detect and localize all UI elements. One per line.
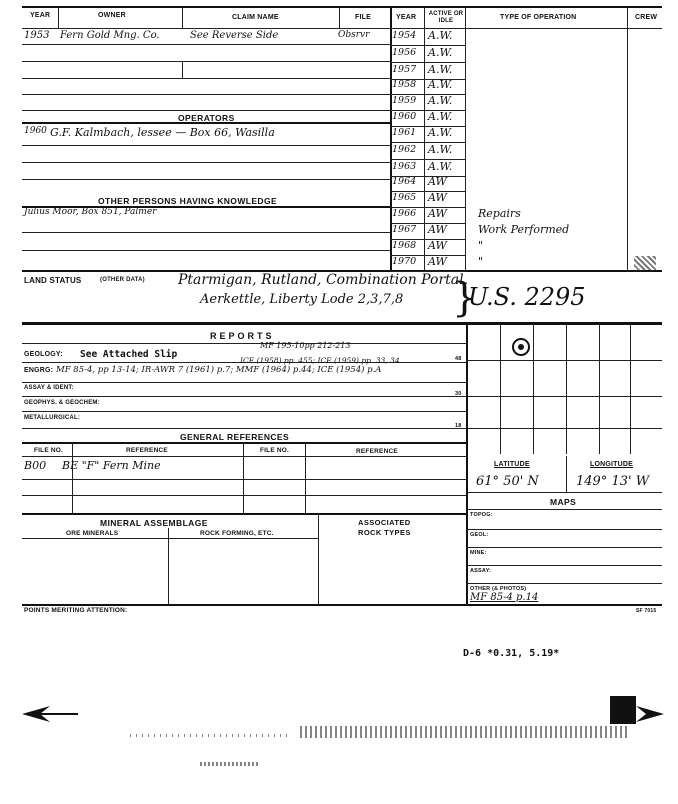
activity-status: A.W. <box>428 143 453 156</box>
ref-file-no-header: FILE NO. <box>34 447 64 454</box>
grid-row <box>466 428 662 429</box>
activity-year: 1957 <box>392 64 417 75</box>
row-line <box>466 547 662 548</box>
knowledge-title: OTHER PERSONS HAVING KNOWLEDGE <box>98 196 278 206</box>
land-status-line2: Aerkettle, Liberty Lode 2,3,7,8 <box>200 292 404 307</box>
owner-header: OWNER <box>98 12 126 19</box>
row-line <box>22 343 466 344</box>
activity-status: AW <box>428 175 447 188</box>
engrg-note: ICE (1958) pp. 455; ICE (1959) pp. 33, 34 <box>240 356 400 365</box>
topog-label: TOPOG: <box>470 512 493 518</box>
row-line <box>22 232 390 233</box>
activity-year: 1956 <box>392 47 417 58</box>
activity-operation: Work Performed <box>478 223 570 236</box>
row-line <box>22 479 466 480</box>
row-line <box>22 110 390 111</box>
col-sep <box>566 456 567 492</box>
row-line <box>466 529 662 530</box>
activity-operation: Repairs <box>478 207 521 220</box>
geophys-label: GEOPHYS. & GEOCHEM: <box>24 400 100 406</box>
ore-minerals-header: ORE MINERALS <box>66 530 119 537</box>
points-label: POINTS MERITING ATTENTION: <box>24 607 128 614</box>
row-line <box>22 513 466 515</box>
grid-sep <box>599 324 600 454</box>
geol-label: GEOL: <box>470 532 489 538</box>
grid-row <box>466 396 662 397</box>
land-status-label: LAND STATUS <box>24 276 82 285</box>
scan-noise <box>300 726 630 738</box>
col-sep <box>182 8 183 28</box>
mark-18: 18 <box>455 423 462 429</box>
col-sep <box>243 443 244 513</box>
ref-reference-header: REFERENCE <box>126 447 168 454</box>
activity-status: A.W. <box>428 126 453 139</box>
owner-year: 1953 <box>24 30 50 41</box>
location-marker-icon <box>512 338 530 356</box>
file-value: Obsrvr <box>338 30 370 40</box>
engrg-label: ENGRG: <box>24 367 54 374</box>
col-sep <box>58 8 59 28</box>
row-line <box>22 442 466 444</box>
row-line <box>22 145 390 146</box>
row-line <box>22 456 466 457</box>
operation-header: TYPE OF OPERATION <box>500 14 577 21</box>
activity-year: 1968 <box>392 240 417 251</box>
land-status-line1: Ptarmigan, Rutland, Combination Portal, <box>178 272 469 288</box>
owner-name: Fern Gold Mng. Co. <box>60 30 160 41</box>
claim-name-header: CLAIM NAME <box>232 14 279 21</box>
activity-sep <box>465 8 466 270</box>
activity-operation: " <box>478 239 484 252</box>
form-number: SF 7015 <box>636 608 657 614</box>
activity-status: A.W. <box>428 78 453 91</box>
assay-map-label: ASSAY: <box>470 568 492 574</box>
other-map-value: MF 85-4 p.14 <box>470 592 539 603</box>
col-sep <box>168 528 169 604</box>
associated-label: ASSOCIATED <box>358 518 411 527</box>
grid-sep <box>533 324 534 454</box>
land-status-sublabel: (OTHER DATA) <box>100 277 145 283</box>
mark-30: 30 <box>455 391 462 397</box>
grid-sep <box>566 324 567 454</box>
longitude-label: LONGITUDE <box>590 461 634 468</box>
scan-arrow-left-icon <box>20 702 80 726</box>
row-line <box>22 411 466 412</box>
col-sep <box>182 62 183 78</box>
scan-arrow-right-icon <box>630 702 666 726</box>
activity-sep <box>627 8 628 270</box>
activity-status: AW <box>428 255 447 268</box>
crew-header: CREW <box>635 14 658 21</box>
activity-year: 1966 <box>392 208 417 219</box>
file-header: FILE <box>355 14 371 21</box>
row-line <box>22 538 318 539</box>
activity-year: 1965 <box>392 192 417 203</box>
row-line <box>22 179 390 180</box>
col-sep <box>318 513 319 604</box>
year-header: YEAR <box>30 12 51 19</box>
activity-year: 1961 <box>392 127 417 138</box>
scan-noise <box>200 762 260 766</box>
points-divider <box>22 604 662 606</box>
activity-year: 1958 <box>392 79 417 90</box>
activity-year: 1954 <box>392 30 417 41</box>
metallurgical-label: METALLURGICAL: <box>24 415 81 421</box>
header-underline <box>22 28 662 29</box>
mine-label: MINE: <box>470 550 487 556</box>
ref-file-entry: B00 <box>24 459 47 472</box>
col-sep <box>305 443 306 513</box>
maps-title: MAPS <box>550 497 577 507</box>
grid-row <box>466 360 662 361</box>
activity-status: AW <box>428 191 447 204</box>
claim-name-value: See Reverse Side <box>190 30 279 41</box>
row-line <box>466 509 662 510</box>
rock-types-label: ROCK TYPES <box>358 528 411 537</box>
year-header-2: YEAR <box>396 14 417 21</box>
activity-status: A.W. <box>428 46 453 59</box>
brace-mark: } <box>452 275 478 321</box>
activity-status: A.W. <box>428 29 453 42</box>
engrg-value: MF 85-4, pp 13-14; IR-AWR 7 (1961) p.7; MMF (1964) p.44; ICE (1954) p.A <box>56 365 382 375</box>
operator-entry: G.F. Kalmbach, lessee — Box 66, Wasilla <box>50 126 275 139</box>
ref-reference-header-2: REFERENCE <box>356 448 398 455</box>
longitude-value: 149° 13' W <box>576 474 650 489</box>
row-line <box>466 583 662 584</box>
other-map-label: OTHER (& PHOTOS) <box>470 586 527 592</box>
row-line <box>22 162 390 163</box>
ref-file-no-header-2: FILE NO. <box>260 447 290 454</box>
survey-number: U.S. 2295 <box>468 283 586 311</box>
activity-year: 1959 <box>392 95 417 106</box>
mark-48: 48 <box>455 356 462 362</box>
activity-status: AW <box>428 207 447 220</box>
activity-status: AW <box>428 239 447 252</box>
scan-noise <box>634 256 656 272</box>
operators-title: OPERATORS <box>178 113 235 123</box>
activity-year: 1960 <box>392 111 417 122</box>
row-line <box>22 396 466 397</box>
geology-value: See Attached Slip <box>80 349 178 360</box>
row-line <box>466 492 662 493</box>
top-border <box>22 6 662 8</box>
row-line <box>466 565 662 566</box>
row-line <box>22 78 390 79</box>
operator-year: 1960 <box>24 126 47 136</box>
mineral-title: MINERAL ASSEMBLAGE <box>100 518 208 528</box>
active-idle-header: ACTIVE OR IDLE <box>428 11 464 24</box>
reports-title: REPORTS <box>210 331 275 341</box>
grid-sep <box>630 324 631 454</box>
scan-noise <box>130 734 290 737</box>
activity-year: 1970 <box>392 256 417 267</box>
activity-sep <box>424 8 425 270</box>
assay-label: ASSAY & IDENT: <box>24 385 74 391</box>
activity-status: A.W. <box>428 160 453 173</box>
activity-year: 1967 <box>392 224 417 235</box>
row-line <box>22 94 390 95</box>
latitude-label: LATITUDE <box>494 461 530 468</box>
activity-year: 1964 <box>392 176 417 187</box>
activity-year: 1963 <box>392 161 417 172</box>
activity-status: A.W. <box>428 94 453 107</box>
col-sep <box>72 443 73 513</box>
activity-status: A.W. <box>428 110 453 123</box>
activity-status: AW <box>428 223 447 236</box>
row-line <box>22 382 466 383</box>
col-sep <box>339 8 340 28</box>
rock-forming-header: ROCK FORMING, ETC. <box>200 530 274 537</box>
ref-entry: BE "F" Fern Mine <box>62 459 161 472</box>
general-references-title: GENERAL REFERENCES <box>180 432 290 442</box>
row-line <box>22 61 390 62</box>
geology-label: GEOLOGY: <box>24 351 63 358</box>
latitude-value: 61° 50' N <box>476 474 539 489</box>
geology-note: MF 195-10pp 212-213 <box>260 341 351 350</box>
grid-sep <box>500 324 501 454</box>
activity-year: 1962 <box>392 144 417 155</box>
row-line <box>22 250 390 251</box>
row-line <box>22 428 466 429</box>
row-line <box>22 495 466 496</box>
document-code: D-6 *0.31, 5.19* <box>463 648 560 659</box>
activity-status: A.W. <box>428 63 453 76</box>
row-line <box>22 44 390 45</box>
activity-operation: " <box>478 255 484 268</box>
maps-sep <box>466 324 468 604</box>
knowledge-entry: Julius Moor, Box 851, Palmer <box>24 207 157 217</box>
